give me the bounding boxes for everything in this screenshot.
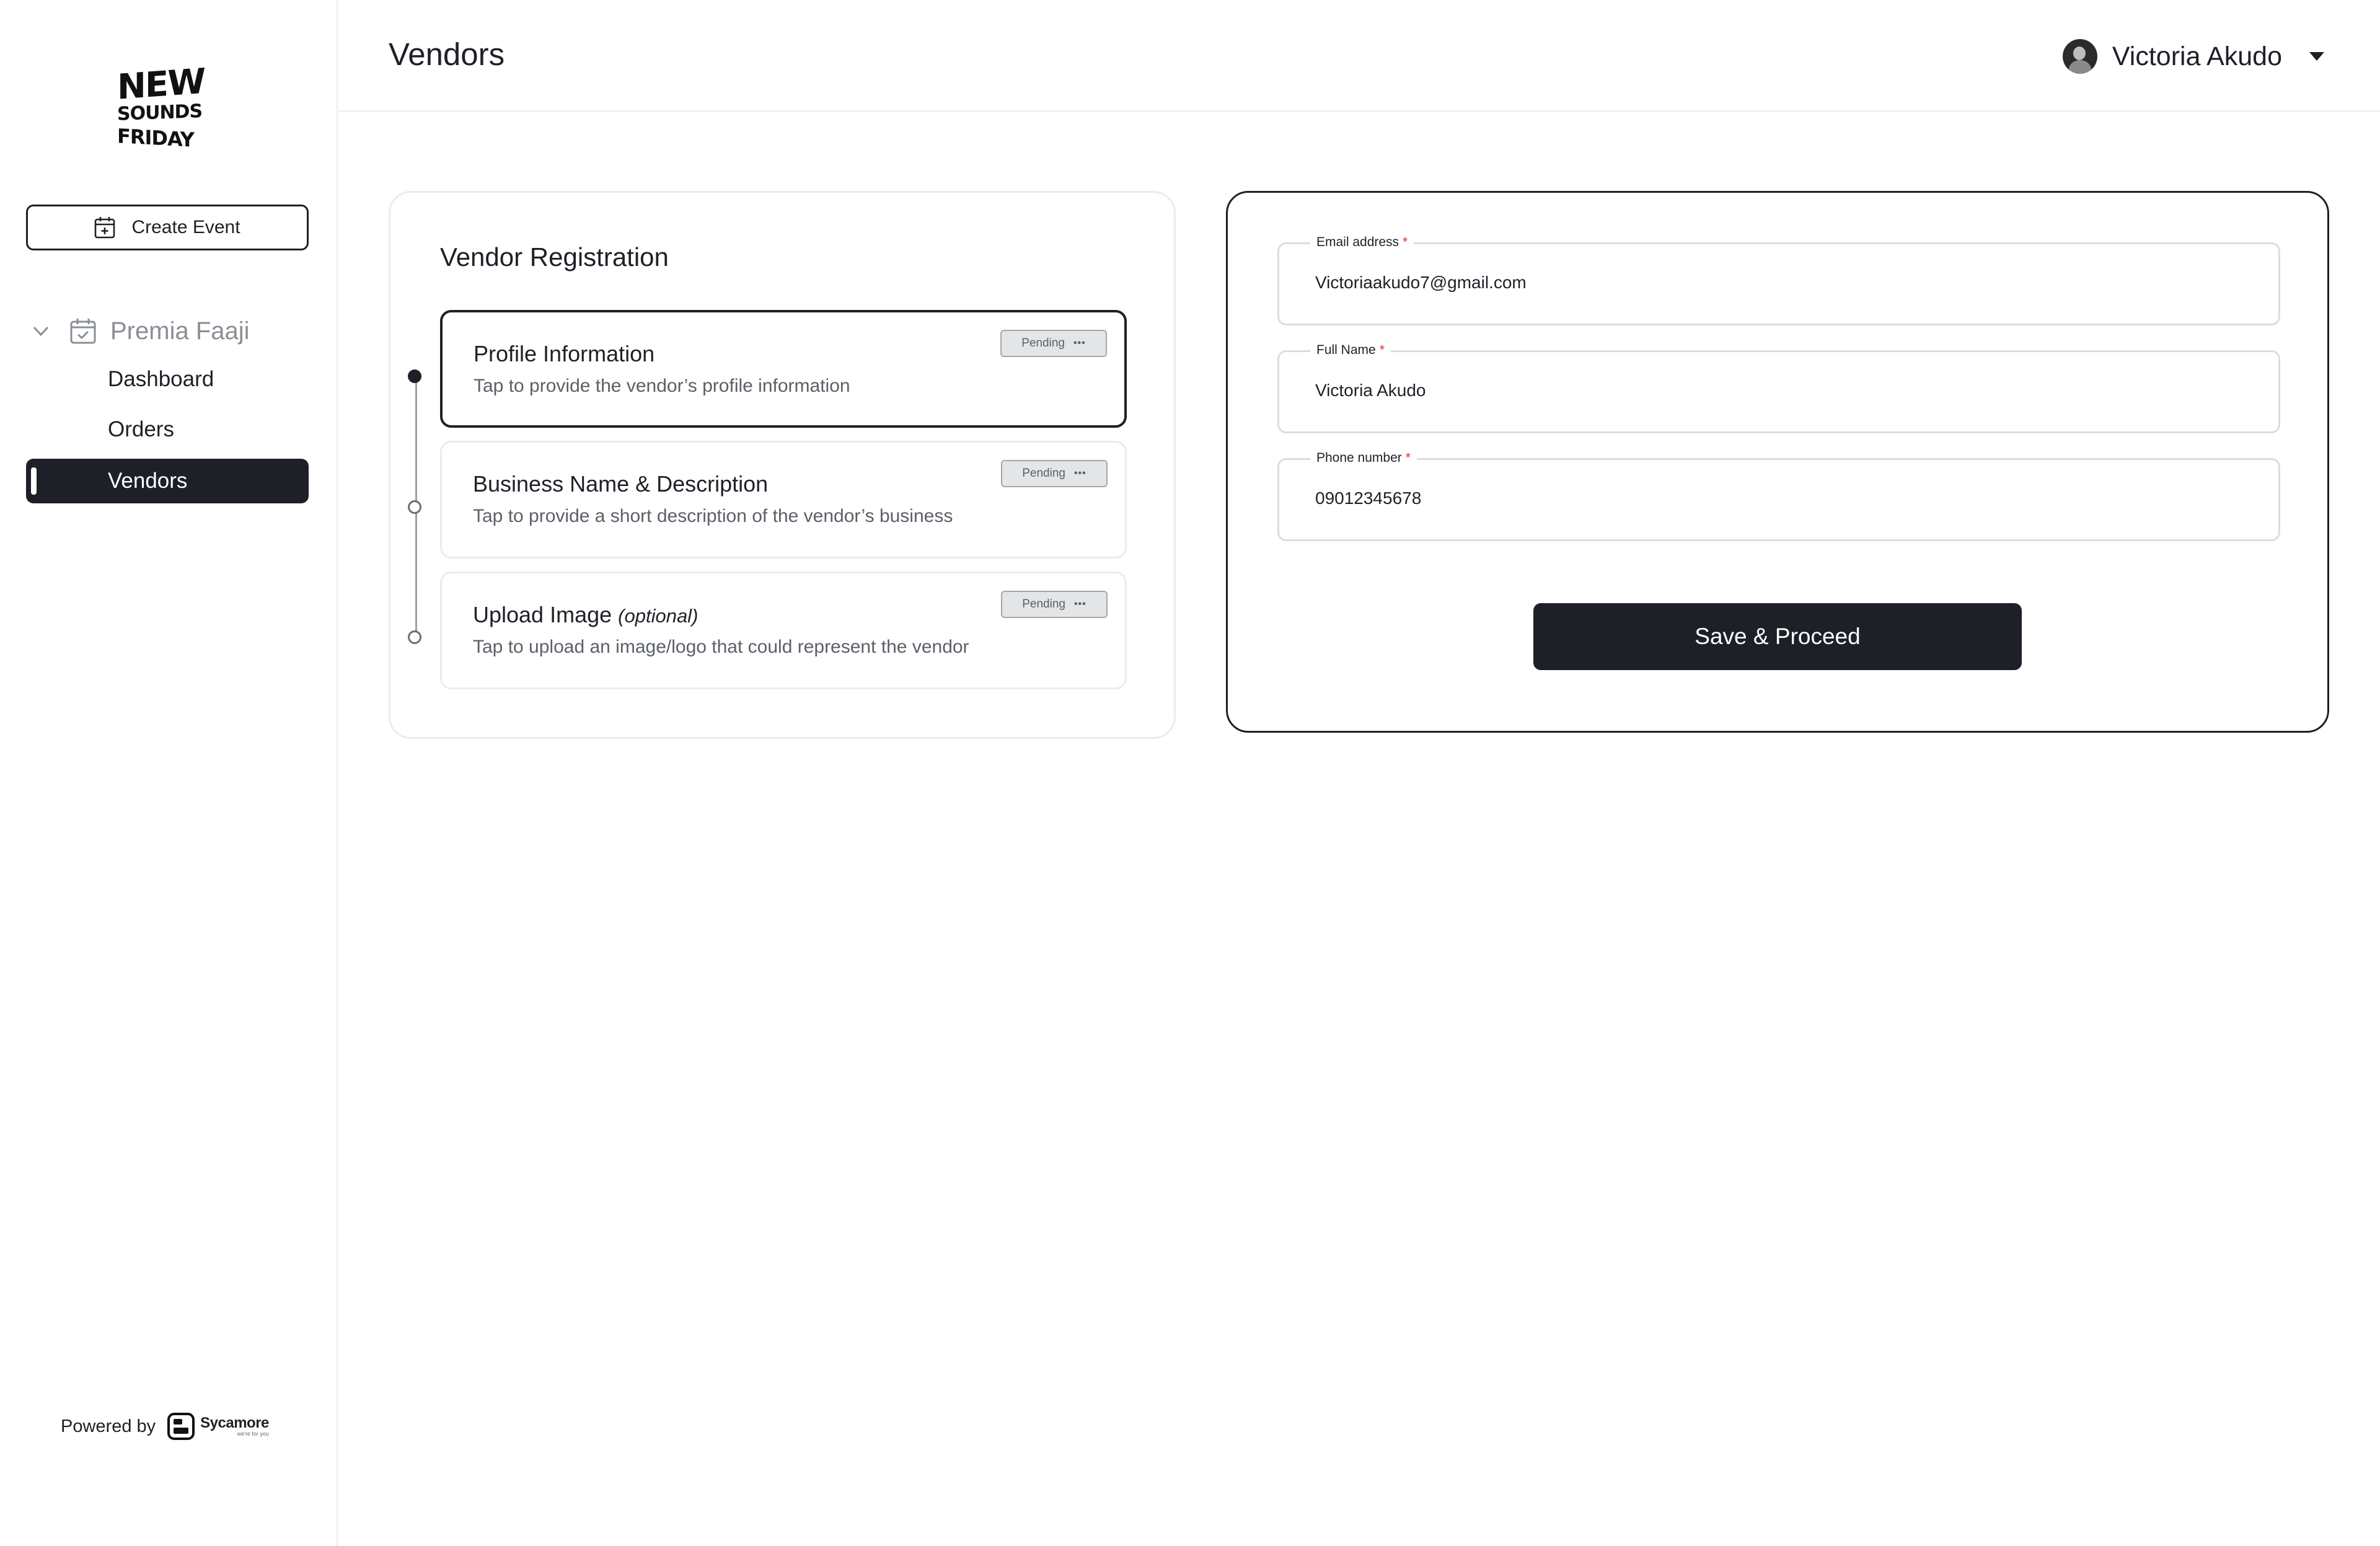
caret-down-icon[interactable] <box>2309 52 2324 61</box>
top-bar <box>338 0 2380 112</box>
status-badge <box>1001 460 1108 487</box>
page-title: Vendors <box>389 37 505 72</box>
powered-by-label: Powered by <box>61 1416 156 1436</box>
status-label: Pending <box>1021 337 1065 350</box>
phone-number-input[interactable] <box>1315 488 2245 508</box>
calendar-plus-icon <box>94 216 115 239</box>
brand-name: Sycamore <box>200 1415 269 1431</box>
more-horizontal-icon: ••• <box>1073 338 1086 348</box>
step-indicator-active <box>408 369 421 383</box>
step-profile-information[interactable] <box>440 310 1127 428</box>
more-horizontal-icon: ••• <box>1073 468 1086 479</box>
full-name-field[interactable] <box>1277 343 2280 433</box>
email-field[interactable] <box>1277 235 2280 325</box>
status-label: Pending <box>1022 467 1065 480</box>
step-indicator <box>408 500 421 514</box>
required-marker: * <box>1379 343 1385 357</box>
status-label: Pending <box>1022 598 1065 611</box>
step-description: Tap to upload an image/logo that could represent the vendor <box>473 637 969 657</box>
step-indicator <box>408 630 421 644</box>
sycamore-logo[interactable] <box>167 1412 269 1441</box>
step-description: Tap to provide a short description of the vendor’s business <box>473 506 953 526</box>
required-marker: * <box>1403 235 1408 249</box>
field-label-text: Full Name <box>1316 343 1376 357</box>
svg-text:SOUNDS: SOUNDS <box>117 100 203 125</box>
more-horizontal-icon: ••• <box>1073 599 1086 609</box>
full-name-input[interactable] <box>1315 381 2245 400</box>
sidebar-item-vendors[interactable] <box>26 459 309 503</box>
profile-form-card <box>1226 191 2329 733</box>
sidebar-item-label: Dashboard <box>108 367 214 391</box>
create-event-button[interactable] <box>26 205 309 250</box>
event-group-premia-faaji[interactable] <box>31 313 310 349</box>
powered-by <box>61 1412 269 1441</box>
status-badge <box>1001 591 1108 618</box>
step-title <box>473 471 768 497</box>
vendor-registration-card <box>389 191 1176 739</box>
user-name: Victoria Akudo <box>2112 41 2282 71</box>
sycamore-mark-icon <box>167 1412 195 1441</box>
field-label-text: Phone number <box>1316 451 1402 465</box>
step-title-text: Upload Image <box>473 602 612 627</box>
step-title <box>474 341 654 367</box>
brand-tagline: we're for you <box>237 1431 269 1437</box>
step-title-text: Profile Information <box>474 341 655 366</box>
field-label <box>1310 449 1417 467</box>
sidebar <box>0 0 338 1546</box>
svg-text:NEW: NEW <box>117 67 205 108</box>
required-marker: * <box>1405 451 1411 465</box>
sidebar-item-orders[interactable] <box>26 407 309 452</box>
phone-number-field[interactable] <box>1277 451 2280 541</box>
chevron-down-icon[interactable] <box>31 321 51 341</box>
email-input[interactable] <box>1315 273 2245 293</box>
step-business-name-description[interactable] <box>440 441 1127 559</box>
registration-title: Vendor Registration <box>440 242 669 272</box>
field-label <box>1310 341 1391 360</box>
avatar[interactable] <box>2063 39 2097 74</box>
step-title-text: Business Name & Description <box>473 471 769 497</box>
status-badge <box>1000 330 1107 357</box>
user-menu[interactable] <box>2063 33 2324 79</box>
step-upload-image[interactable] <box>440 572 1127 689</box>
field-label-text: Email address <box>1316 235 1399 249</box>
field-label <box>1310 233 1414 252</box>
sidebar-item-label: Vendors <box>108 469 188 493</box>
calendar-check-icon <box>69 317 97 345</box>
sidebar-item-dashboard[interactable] <box>26 357 309 402</box>
svg-text:FRIDAY: FRIDAY <box>117 124 194 148</box>
new-sounds-friday-logo[interactable] <box>115 67 223 148</box>
optional-label: (optional) <box>618 605 699 627</box>
step-description: Tap to provide the vendor’s profile information <box>474 376 850 396</box>
active-indicator <box>31 467 37 495</box>
sidebar-item-label: Orders <box>108 417 174 441</box>
create-event-label: Create Event <box>131 217 240 237</box>
event-group-label: Premia Faaji <box>110 317 250 345</box>
step-title <box>473 602 698 628</box>
save-and-proceed-button[interactable]: Save & Proceed <box>1533 603 2022 670</box>
